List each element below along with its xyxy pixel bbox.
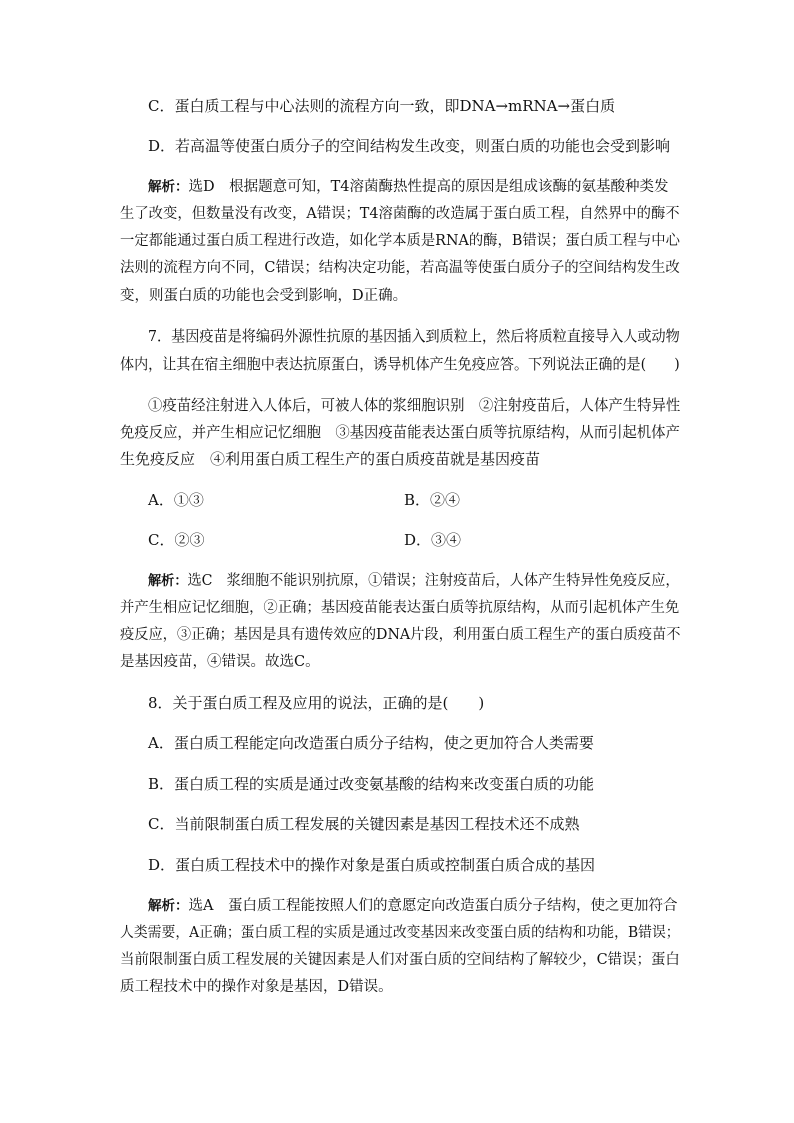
q7-stem-line2: 体内，让其在宿主细胞中表达抗原蛋白，诱导机体产生免疫应答。下列说法正确的是( ) <box>120 355 680 373</box>
q6-explanation-line5: 变，则蛋白质的功能也会受到影响，D正确。 <box>120 288 408 304</box>
q7-statements-line1: ①疫苗经注射进入人体后，可被人体的浆细胞识别 ②注射疫苗后，人体产生特异性 <box>148 396 681 414</box>
q7-statements-line2: 免疫反应，并产生相应记忆细胞 ③基因疫苗能表达蛋白质等抗原结构，从而引起机体产 <box>120 423 680 441</box>
q8-option-b: B．蛋白质工程的实质是通过改变氨基酸的结构来改变蛋白质的功能 <box>148 775 595 793</box>
q6-explanation-line2: 生了改变，但数量没有改变，A错误；T4溶菌酶的改造属于蛋白质工程，自然界中的酶不 <box>120 206 680 222</box>
explanation-label: 解析： <box>148 898 189 914</box>
q7-explanation-line3: 疫反应，③正确；基因是具有遗传效应的DNA片段，利用蛋白质工程生产的蛋白质疫苗不 <box>120 627 681 643</box>
q7-option-b: B．②④ <box>404 491 461 509</box>
q7-option-a: A．①③ <box>148 491 204 509</box>
q8-explanation-line1: 解析：选A 蛋白质工程能按照人们的意愿定向改造蛋白质分子结构，使之更加符合 <box>148 898 678 914</box>
q8-option-a: A．蛋白质工程能定向改造蛋白质分子结构，使之更加符合人类需要 <box>148 734 594 752</box>
q7-statements-line3: 生免疫反应 ④利用蛋白质工程生产的蛋白质疫苗就是基因疫苗 <box>120 450 541 468</box>
explanation-label: 解析： <box>148 179 189 195</box>
q8-explanation-line2: 人类需要，A正确；蛋白质工程的实质是通过改变基因来改变蛋白质的结构和功能，B错误； <box>120 925 680 941</box>
q6-explanation-line3: 一定都能通过蛋白质工程进行改造，如化学本质是RNA的酶，B错误；蛋白质工程与中心 <box>120 233 680 249</box>
q7-explanation-line4: 是基因疫苗，④错误。故选C。 <box>120 654 320 670</box>
q7-stem-line1: 7．基因疫苗是将编码外源性抗原的基因插入到质粒上，然后将质粒直接导入人或动物 <box>148 327 680 345</box>
q7-explanation-line2: 并产生相应记忆细胞，②正确；基因疫苗能表达蛋白质等抗原结构，从而引起机体产生免 <box>120 600 680 616</box>
q8-stem: 8．关于蛋白质工程及应用的说法，正确的是( ) <box>148 694 485 712</box>
q6-explanation-line1: 解析：选D 根据题意可知，T4溶菌酶热性提高的原因是组成该酶的氨基酸种类发 <box>148 179 669 195</box>
explanation-label: 解析： <box>148 573 188 589</box>
q8-explanation-line3: 当前限制蛋白质工程发展的关键因素是人们对蛋白质的空间结构了解较少，C错误；蛋白 <box>120 952 680 968</box>
q7-option-c: C．②③ <box>148 531 205 549</box>
q7-option-d: D．③④ <box>404 531 462 549</box>
q8-option-c: C．当前限制蛋白质工程发展的关键因素是基因工程技术还不成熟 <box>148 815 580 833</box>
q8-explanation-line4: 质工程技术中的操作对象是基因，D错误。 <box>120 979 393 995</box>
q6-option-c: C．蛋白质工程与中心法则的流程方向一致，即DNA→mRNA→蛋白质 <box>148 97 616 115</box>
q6-option-d: D．若高温等使蛋白质分子的空间结构发生改变，则蛋白质的功能也会受到影响 <box>148 137 671 155</box>
q7-explanation-line1: 解析：选C 浆细胞不能识别抗原，①错误；注射疫苗后，人体产生特异性免疫反应， <box>148 573 680 589</box>
q8-option-d: D．蛋白质工程技术中的操作对象是蛋白质或控制蛋白质合成的基因 <box>148 856 596 874</box>
q6-explanation-line4: 法则的流程方向不同，C错误；结构决定功能，若高温等使蛋白质分子的空间结构发生改 <box>120 260 680 276</box>
